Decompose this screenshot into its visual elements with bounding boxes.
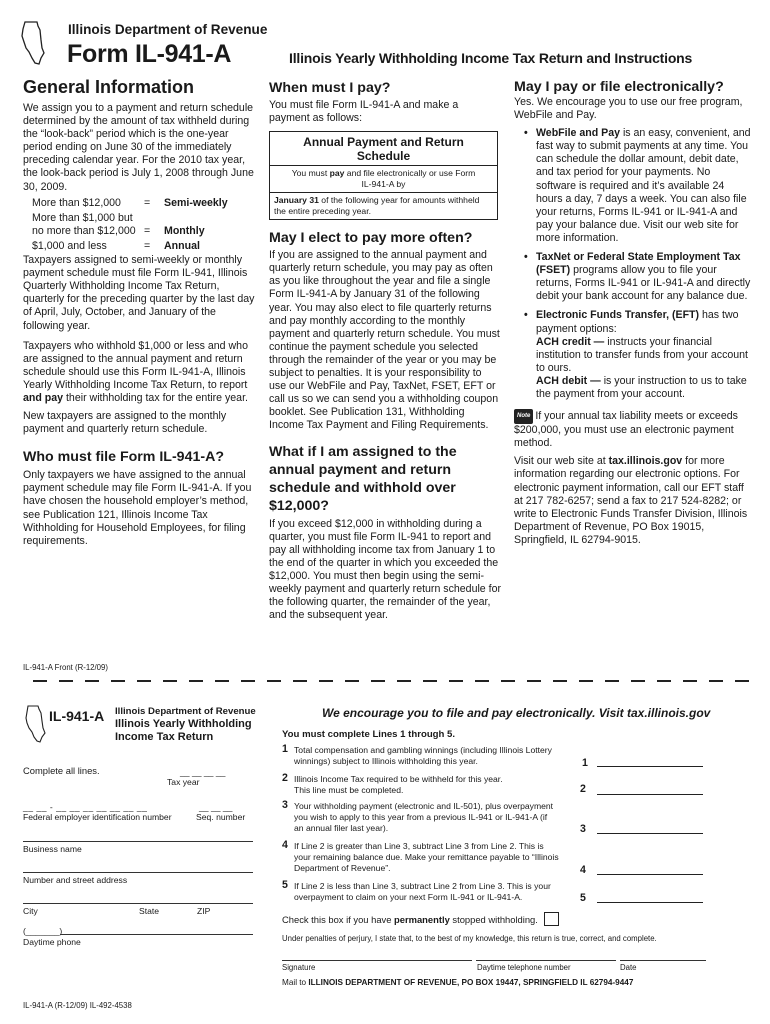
- schedule-amount: More than $12,000: [32, 196, 121, 209]
- line-3-box-label: 3: [580, 823, 586, 835]
- schedule-equals: =: [144, 240, 151, 253]
- mail-to-address: Mail to ILLINOIS DEPARTMENT OF REVENUE, PO BOX 19447, SPRINGFIELD IL 62794-9447: [282, 978, 634, 987]
- city-state-zip-field[interactable]: [23, 903, 253, 904]
- phone-label: Daytime phone: [23, 937, 81, 947]
- stopped-withholding-checkbox[interactable]: [544, 912, 559, 926]
- stopped-withholding-row: Check this box if you have permanently stopped withholding.: [282, 912, 559, 926]
- website-paragraph: Visit our web site at tax.illinois.gov for more information regarding our electronic options. For electronic payment information, call our EFT staff at 217 782-6257; send a fax to 217 524-8282; or write to Electronic Funds Transfer Division, Illinois Department of Revenue, PO Box 19015, Springfield, IL 62794-9015.: [514, 455, 748, 546]
- new-taxpayers-paragraph: New taxpayers are assigned to the monthly payment and quarterly return schedule.: [23, 410, 227, 436]
- schedule-table: [23, 197, 259, 253]
- note-icon: Note: [514, 409, 533, 424]
- who-must-file-heading: Who must file Form IL-941-A?: [23, 449, 224, 466]
- schedule-label: Semi-weekly: [164, 196, 228, 209]
- schedule-box-subtitle: You must pay and file electronically or use Form IL-941-A by: [270, 166, 497, 193]
- street-address-field[interactable]: [23, 872, 253, 873]
- schedule-amount: $1,000 and less: [32, 240, 107, 253]
- pay-more-often-heading: May I elect to pay more often?: [269, 230, 473, 247]
- annual-filers-paragraph: Taxpayers who withhold $1,000 or less and who are assigned to the annual payment and return schedule should use this Form IL-941-A, Illinois Yearly Withholding Income Tax Return, to report and pay their withholding tax for the entire year.: [23, 339, 248, 404]
- signature-label: Signature: [282, 963, 316, 972]
- agency-name: Illinois Department of Revenue: [68, 22, 268, 37]
- cut-line: [33, 680, 753, 682]
- schedule-row: [23, 212, 259, 237]
- line-3-amount-field[interactable]: [597, 833, 703, 834]
- semiweekly-paragraph: Taxpayers assigned to semi-weekly or monthly payment schedule must file Form IL-941, Illinois Quarterly Withholding Income Tax Return, quarterly for the preceding quarter by the last day of April, July, October, and January of the following year.: [23, 254, 255, 332]
- schedule-row: [23, 240, 259, 253]
- line-text: Illinois Income Tax required to be withheld for this year. This line must be completed.: [294, 774, 503, 795]
- signature-field[interactable]: [282, 960, 472, 961]
- column-general-info: [23, 76, 259, 548]
- city-label: City: [23, 906, 38, 916]
- voucher-title-1: Illinois Yearly Withholding: [115, 718, 252, 730]
- electronic-intro: Yes. We encourage you to use our free program, WebFile and Pay.: [514, 96, 743, 122]
- line-number: 2: [282, 772, 288, 784]
- line-4: [282, 840, 582, 874]
- eft-bullet: • Electronic Funds Transfer, (EFT) has two payment options: ACH credit — instructs your financial institution to transfer funds from your account to ours. ACH debit — is your instruction to us to take the payment from your account.: [524, 309, 752, 401]
- form-number: Form IL-941-A: [67, 40, 232, 68]
- voucher-footer: IL-941-A (R-12/09) IL-492-4538: [23, 1001, 132, 1010]
- line-4-box-label: 4: [580, 864, 586, 876]
- over-12000-heading: What if I am assigned to the annual payment and return schedule and withhold over $12,000?: [269, 443, 457, 514]
- line-2: [282, 773, 582, 796]
- line-number: 1: [282, 743, 288, 755]
- voucher-agency: Illinois Department of Revenue: [115, 706, 256, 717]
- state-label: State: [139, 906, 160, 916]
- schedule-equals: =: [144, 196, 151, 209]
- illinois-state-outline-icon: [20, 20, 46, 66]
- voucher-form-number: IL-941-A: [49, 708, 105, 724]
- line-text: If Line 2 is greater than Line 3, subtract Line 3 from Line 2. This is your remaining balance due. Make your remittance payable to “Illinois Department of Revenue”.: [294, 841, 559, 873]
- line-2-box-label: 2: [580, 783, 586, 795]
- when-must-pay-paragraph: You must file Form IL-941-A and make a payment as follows:: [269, 99, 459, 125]
- seq-field[interactable]: __ __ __: [199, 802, 233, 812]
- must-complete-label: You must complete Lines 1 through 5.: [282, 729, 456, 740]
- schedule-label: Monthly: [164, 224, 205, 237]
- tax-year-field[interactable]: __ __ __ __: [180, 767, 226, 777]
- tax-year-label: Tax year: [167, 777, 200, 787]
- complete-all-lines: Complete all lines.: [23, 765, 100, 776]
- line-5: [282, 880, 582, 903]
- webfile-bullet: • WebFile and Pay is an easy, convenient, and fast way to submit payments at any time. You can schedule the dollar amount, debit date, and tax period for your payments. No software is required and it’s available 24 hours a day, 7 days a week. You can also file your returns, Forms IL-941 or IL-941-A and pay your balance due. Visit our web site for more information.: [524, 127, 752, 245]
- perjury-statement: Under penalties of perjury, I state that, to the best of my knowledge, this return is true, correct, and complete.: [282, 934, 657, 943]
- schedule-box-title: Annual Payment and Return Schedule: [270, 132, 497, 166]
- line-4-amount-field[interactable]: [597, 874, 703, 875]
- pay-more-often-paragraph: If you are assigned to the annual payment and quarterly return schedule, you may pay as often as you like throughout the year and file a single Form IL-941-A by January 31 of the following year. You may also elect to file quarterly returns and pay monthly according to the monthly payment and quarterly return schedule. You must continue the payment schedule you selected through the remainder of the year or you may be subject to penalties. It is your responsibility to use our WebFile and Pay, TaxNet, FSET, EFT or call us so we can send you a withholding coupon booklet. See Publication 131, Withholding Income Tax Payment and Filing Requirements.: [269, 249, 500, 432]
- line-text: Total compensation and gambling winnings (including Illinois Lottery winnings) subject to Illinois withholding this year.: [294, 745, 552, 766]
- line-number: 3: [282, 799, 288, 811]
- line-text: If Line 2 is less than Line 3, subtract Line 2 from Line 3. This is your overpayment to claim on your next Form IL-941 or IL-941-A.: [294, 881, 551, 902]
- phone-field-line[interactable]: [60, 934, 253, 935]
- schedule-box: [269, 131, 498, 220]
- business-name-field[interactable]: [23, 841, 253, 842]
- line-2-amount-field[interactable]: [597, 794, 703, 795]
- who-must-file-paragraph: Only taxpayers we have assigned to the annual payment schedule may file Form IL-941-A. If you have chosen the household employer’s method, see Publication 121, Illinois Income Tax Withholding for Household Employees, for filing requirements.: [23, 469, 252, 547]
- line-1: [282, 744, 582, 767]
- street-address-label: Number and street address: [23, 875, 128, 885]
- line-3: [282, 800, 582, 834]
- front-footer: IL-941-A Front (R-12/09): [23, 663, 108, 672]
- electronic-heading: May I pay or file electronically?: [514, 79, 724, 95]
- line-1-box-label: 1: [582, 757, 588, 769]
- general-info-heading: General Information: [23, 77, 195, 97]
- schedule-amount: More than $1,000 but no more than $12,000: [32, 212, 136, 237]
- fein-field[interactable]: __ __ - __ __ __ __ __ __ __: [23, 802, 148, 812]
- line-1-amount-field[interactable]: [597, 766, 703, 767]
- line-number: 5: [282, 879, 288, 891]
- schedule-label: Annual: [164, 240, 200, 253]
- column-when-pay: [269, 79, 501, 622]
- column-electronic: [514, 78, 752, 547]
- schedule-equals: =: [144, 224, 151, 237]
- form-title: Illinois Yearly Withholding Income Tax Return and Instructions: [289, 50, 693, 66]
- line-number: 4: [282, 839, 288, 851]
- zip-label: ZIP: [197, 906, 211, 916]
- line-text: Your withholding payment (electronic and IL-501), plus overpayment you wish to apply to this year from a previous IL-941 or IL-941-A (if an annual filer last year).: [294, 801, 554, 833]
- when-must-pay-heading: When must I pay?: [269, 80, 391, 96]
- date-field[interactable]: [620, 960, 706, 961]
- business-name-label: Business name: [23, 844, 82, 854]
- phone-field[interactable]: (_______): [23, 926, 63, 936]
- illinois-state-outline-icon: [24, 704, 46, 744]
- seq-label: Seq. number: [196, 812, 246, 822]
- voucher-title-2: Income Tax Return: [115, 731, 214, 743]
- general-info-paragraph: We assign you to a payment and return schedule determined by the amount of tax withheld during the “look-back” period which is the one-year period ending on June 30 of the immediately preceding calendar year. For the 2010 tax year, the look-back period is July 1, 2008 through June 30, 2009.: [23, 102, 254, 193]
- fein-label: Federal employer identification number: [23, 812, 172, 822]
- daytime-telephone-field[interactable]: [476, 960, 616, 961]
- schedule-box-row: January 31 of the following year for amounts withheld the entire preceding year.: [274, 195, 480, 217]
- encourage-banner: We encourage you to file and pay electronically. Visit tax.illinois.gov: [322, 706, 711, 720]
- taxnet-bullet: • TaxNet or Federal State Employment Tax (FSET) programs allow you to file your returns, Forms IL-941 or IL-941-A and directly debit your bank account for any balance due.: [524, 251, 752, 303]
- over-12000-paragraph: If you exceed $12,000 in withholding during a quarter, you must file Form IL-941 to report and pay all withholding income tax from January 1 to the end of the quarter in which you exceeded the $12,000. You must then begin using the semi-weekly payment and quarterly return schedule for the following quarter, the remainder of the year, and the subsequent year.: [269, 517, 502, 622]
- schedule-row: [23, 197, 259, 210]
- daytime-telephone-label: Daytime telephone number: [477, 963, 571, 972]
- line-5-amount-field[interactable]: [597, 902, 703, 903]
- line-5-box-label: 5: [580, 892, 586, 904]
- note-paragraph: Note If your annual tax liability meets or exceeds $200,000, you must use an electronic payment method.: [514, 410, 738, 450]
- date-label: Date: [620, 963, 637, 972]
